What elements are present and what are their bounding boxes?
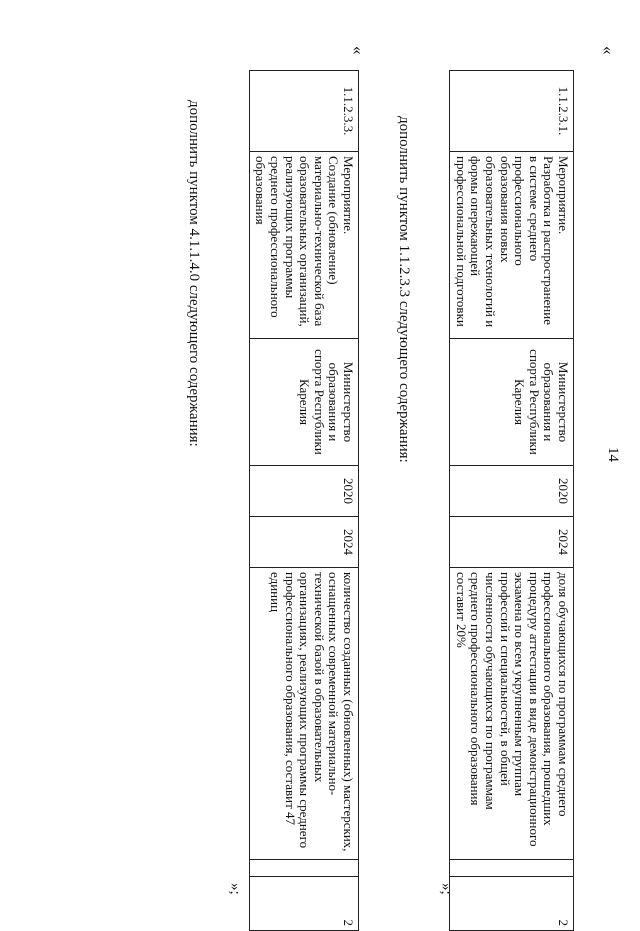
measure-text: Создание (обновление) материально-технической база образовательных организаций, реализующих программы среднего профессионального образования [253,156,342,327]
measure-title: Мероприятие. [341,156,356,235]
opening-quote-2: « [349,46,368,55]
measure-cell [249,152,358,339]
page-number: 14 [605,447,621,462]
year-start-cell: 2020 [249,466,358,517]
table-row [450,71,574,931]
executor-cell: Министерство образования и спорта Республики Карелия [249,339,358,466]
closing-quote-1: »; [438,883,454,895]
executor-cell: Министерство образования и спорта Республики Карелия [450,339,574,466]
year-end-cell: 2024 [450,517,574,568]
table-row [249,71,358,931]
measure-title: Мероприятие. [556,156,571,235]
opening-quote-1: « [599,46,618,55]
item-number-cell: 1.1.2.3.1. [450,71,574,152]
empty-cell [450,860,574,877]
amendment-intro-1: дополнить пунктом 1.1.2.3.3 следующего содержания: [396,116,412,463]
column-ref-cell: 2 [249,877,358,931]
measure-text: Разработка и распространение в системе среднего профессионального образования новых образовательных технологий и формы опережающей профессиональной подготовки [453,156,557,328]
column-ref-cell: 2 [450,877,574,931]
measure-table-2 [249,70,359,931]
closing-quote-2: »; [227,883,243,895]
empty-cell [249,860,358,877]
measure-cell [450,152,574,339]
amendment-intro-2: дополнить пунктом 4.1.1.4.0 следующего содержания: [186,100,202,447]
indicator-cell: доля обучающихся по программам среднего профессионального образования, прошедших процедуру аттестации в виде демонстрационного экзамена по всем укрупненным группам профессий и специальностей, в общей численности обучающихся по программам среднего профессионального образования составит 20% [450,568,574,860]
item-number-cell: 1.1.2.3.3. [249,71,358,152]
measure-table-1 [449,70,574,931]
year-end-cell: 2024 [249,517,358,568]
year-start-cell: 2020 [450,466,574,517]
indicator-cell: количество созданных (обновленных) мастерских, оснащенных современной материально-технической базой в образовательных организациях, реализующих программы среднего профессионального образования, составит 47 единиц [249,568,358,860]
